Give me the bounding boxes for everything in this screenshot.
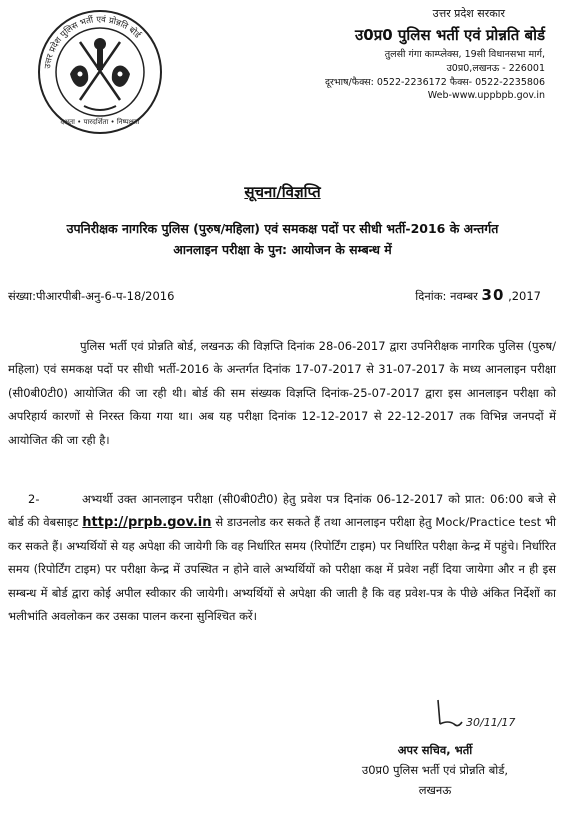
signatory-board: उ0प्र0 पुलिस भर्ती एवं प्रोन्नति बोर्ड, [361, 763, 509, 777]
subject-line-1: उपनिरीक्षक नागरिक पुलिस (पुरुष/महिला) एवं समकक्ष पदों पर सीधी भर्ती-2016 के अन्तर्गत [66, 221, 499, 236]
paragraph-2 [8, 488, 556, 628]
reference-number: संख्या:पीआरपीबी-अनु-6-प-18/2016 [8, 289, 175, 303]
paragraph-2-number: 2- [28, 492, 40, 506]
paragraph-2-text-a: अभ्यर्थी उक्त आनलाइन परीक्षा (सी0बी0टी0) हेतु प्रवेश पत्र दिनांक 06-12-2017 को प्रात: 06:00 बजे से बोर्ड की वेबसाइट [8, 492, 556, 530]
address-block [245, 48, 545, 103]
address-line-1: तुलसी गंगा काम्प्लेक्स, 19सी विधानसभा मार्ग, [384, 49, 545, 60]
handwritten-signature [430, 694, 516, 734]
signatory-designation: अपर सचिव, भर्ती [397, 743, 473, 757]
signatory-city: लखनऊ [418, 783, 452, 797]
paragraph-2-text-b: से डाउनलोड कर सकते हैं तथा आनलाइन परीक्षा हेतु Mock/Practice test भी कर सकते हैं। अभ्यर्थियों से यह अपेक्षा की जायेगी कि वह निर्धारित समय (रिपोर्टिंग टाइम) पर निर्धारित परीक्षा केन्द्र में पहुंचे। निर्धारित समय (रिपोर्टिंग टाइम) पर परीक्षा केन्द्र में उपस्थित न होने वाले अभ्यर्थियों को परीक्षा कक्ष में प्रवेश नहीं दिया जायेगा और न ही इस सम्बन्ध में बोर्ड द्वारा कोई अपील स्वीकार की जायेगी। अभ्यर्थियों से अपेक्षा की जाती है कि वह प्रवेश-पत्र के पीछे अंकित निर्देशों का भलीभांति अवलोकन कर उसका पालन करना सुनिश्चित करें। [8, 515, 557, 624]
government-name: उत्तर प्रदेश सरकार [432, 7, 505, 20]
subject-line-2: आनलाइन परीक्षा के पुन: आयोजन के सम्बन्ध में [173, 242, 392, 258]
date-year: ,2017 [508, 289, 541, 303]
address-line-2: उ0प्र0,लखनऊ - 226001 [446, 62, 545, 74]
notice-subject [20, 218, 545, 261]
website: Web-www.uppbpb.gov.in [427, 90, 545, 102]
board-seal-logo [36, 8, 164, 136]
phone-fax: दूरभाष/फैक्स: 0522-2236172 फैक्स- 0522-2235806 [324, 76, 545, 88]
svg-text:दक्षता • पारदर्शिता • निष्पक्ष: दक्षता • पारदर्शिता • निष्पक्षता [60, 118, 140, 126]
date-day: 30 [481, 286, 505, 304]
letterhead [245, 6, 545, 103]
board-name: उ0प्र0 पुलिस भर्ती एवं प्रोन्नति बोर्ड [355, 26, 545, 44]
website-link[interactable]: http://prpb.gov.in [82, 515, 212, 531]
notice-date [415, 286, 541, 304]
signatory-block [335, 740, 535, 800]
paragraph-1: पुलिस भर्ती एवं प्रोन्नति बोर्ड, लखनऊ की विज्ञप्ति दिनांक 28-06-2017 द्वारा उपनिरीक्षक नागरिक पुलिस (पुरुष/महिला) एवं समकक्ष पदों पर सीधी भर्ती-2016 के अन्तर्गत दिनांक 17-07-2017 से 31-07-2017 के मध्य आनलाइन परीक्षा (सी0बी0टी0) आयोजित की जा रही थी। बोर्ड की सम संख्यक विज्ञप्ति दिनांक-25-07-2017 द्वारा इस आनलाइन परीक्षा को अपरिहार्य कारणों से निरस्त किया गया था। अब यह परीक्षा दिनांक 12-12-2017 से 22-12-2017 तक विभिन्न जनपदों में आयोजित की जा रही है। [8, 339, 556, 447]
notice-title: सूचना/विज्ञप्ति [244, 183, 321, 201]
date-prefix: दिनांक: नवम्बर [415, 289, 478, 303]
seal-text: उत्तर प्रदेश पुलिस भर्ती एवं प्रोन्नति बोर्ड [43, 14, 143, 70]
signature-date: 30/11/17 [466, 716, 516, 729]
